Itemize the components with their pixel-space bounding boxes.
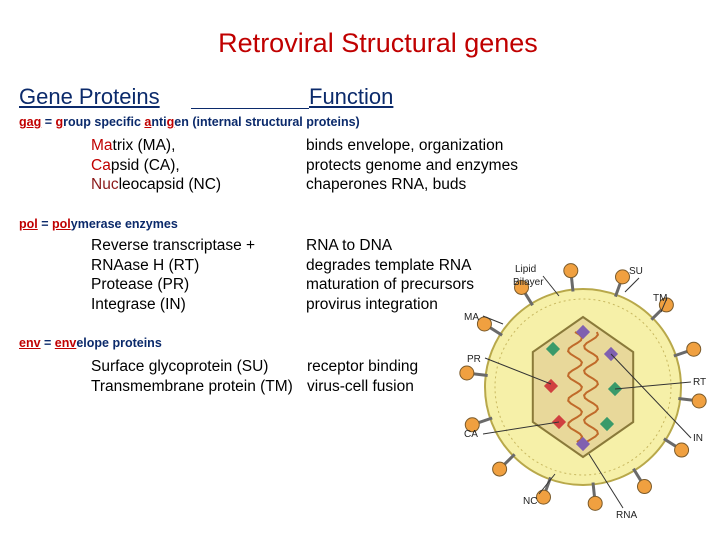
spike-head — [460, 366, 474, 380]
gag-protein-list — [91, 136, 221, 195]
spike-head — [616, 270, 630, 284]
header-underline — [191, 108, 309, 109]
label-nc: NC — [523, 496, 538, 507]
env-heading: env = envelope proteins — [19, 336, 162, 350]
spike-head — [675, 443, 689, 457]
env-function-list — [307, 357, 418, 396]
pol-protein-item: Reverse transcriptase + — [91, 237, 256, 254]
envelope-spike — [633, 469, 651, 494]
pol-abbrev: pol — [19, 217, 38, 231]
label-ca: CA — [464, 429, 478, 440]
envelope-spike — [477, 317, 502, 335]
envelope-spike — [678, 394, 706, 408]
label-lipid: Lipid — [515, 264, 537, 275]
label-rna: RNA — [616, 510, 638, 521]
gag-protein-nucleocapsid: Nucleocapsid (NC) — [91, 176, 222, 193]
pointer-line — [543, 276, 559, 296]
env-protein-item: Transmembrane protein (TM) — [91, 377, 293, 395]
retrovirus-virion-diagram — [455, 254, 719, 539]
gag-function-item: binds envelope, organization — [306, 137, 504, 154]
spike-head — [588, 496, 602, 510]
pol-function-item: RNA to DNA — [306, 237, 393, 254]
gag-heading: gag = group specific antigen (internal structural proteins) — [19, 115, 360, 129]
spike-head — [692, 394, 706, 408]
label-bilayer: Bilayer — [513, 277, 544, 288]
pol-function-item: maturation of precursors — [306, 276, 474, 293]
label-in: IN — [693, 433, 703, 444]
pol-protein-item: Protease (PR) — [91, 276, 190, 293]
label-su: SU — [629, 266, 643, 277]
spike-head — [687, 342, 701, 356]
header-function: Function — [309, 84, 394, 109]
gag-function-item: protects genome and enzymes — [306, 156, 518, 174]
envelope-spike — [664, 439, 689, 457]
pol-function-item: provirus integration — [306, 295, 438, 313]
envelope-spike — [564, 264, 578, 292]
label-tm: TM — [653, 293, 668, 304]
envelope-spike — [493, 454, 515, 476]
pol-function-list — [306, 236, 474, 314]
pol-heading: pol = polymerase enzymes — [19, 217, 178, 231]
pol-protein-item: Integrase (IN) — [91, 295, 186, 313]
envelope-spike — [460, 366, 488, 380]
envelope-spike — [615, 270, 629, 297]
env-protein-item: Surface glycoprotein (SU) — [91, 358, 269, 375]
label-ma: MA — [464, 312, 479, 323]
envelope-spike — [674, 342, 701, 356]
pol-function-item: degrades template RNA — [306, 256, 472, 274]
env-abbrev: env — [19, 336, 41, 350]
envelope-spike — [588, 482, 602, 510]
env-function-item: receptor binding — [307, 358, 419, 375]
spike-head — [637, 480, 651, 494]
spike-head — [477, 317, 491, 331]
env-protein-list — [91, 357, 293, 396]
gag-function-list — [306, 136, 518, 195]
header-gene-proteins: Gene Proteins — [19, 84, 160, 109]
gag-protein-capsid: Capsid (CA), — [91, 156, 180, 174]
spike-head — [493, 462, 507, 476]
virion-svg — [455, 254, 719, 539]
pol-protein-item: RNAase H (RT) — [91, 256, 200, 274]
gag-function-item: chaperones RNA, buds — [306, 176, 467, 193]
pol-protein-list — [91, 236, 255, 314]
env-function-item: virus-cell fusion — [307, 377, 414, 395]
spike-head — [564, 264, 578, 278]
gag-abbrev: gag — [19, 115, 42, 129]
spike-head — [536, 490, 550, 504]
page-title: Retroviral Structural genes — [218, 28, 538, 58]
label-pr: PR — [467, 354, 481, 365]
gag-protein-matrix: Matrix (MA), — [91, 137, 176, 154]
label-rt: RT — [693, 377, 707, 388]
